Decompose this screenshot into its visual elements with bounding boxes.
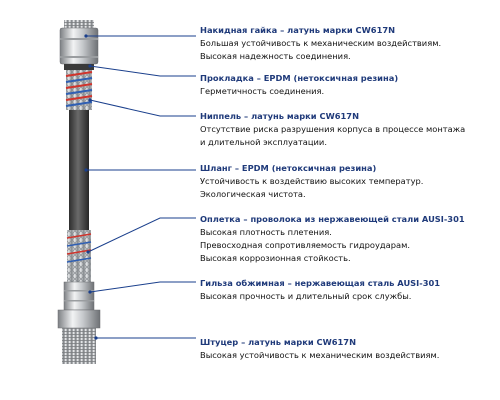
callout-line: и длительной эксплуатации. — [200, 137, 327, 147]
leader-lines — [86, 36, 196, 338]
leader-line-sleeve — [90, 282, 196, 292]
callout-line: Экологическая чистота. — [200, 189, 306, 199]
braid-section — [67, 230, 91, 282]
crimp-sleeve — [64, 282, 94, 310]
callout-hose — [200, 162, 498, 201]
callout-gasket — [200, 72, 498, 98]
leader-line-braid — [88, 218, 196, 252]
callout-fitting — [200, 336, 498, 362]
callout-union-nut — [200, 24, 498, 63]
callout-title: Прокладка – EPDM (нетоксичная резина) — [200, 73, 399, 83]
callout-line: Превосходная сопротивляемость гидроударам. — [200, 240, 410, 250]
callout-nipple — [200, 110, 498, 149]
callout-line: Высокая коррозионная стойкость. — [200, 253, 351, 263]
fitting — [58, 310, 100, 364]
leader-line-gasket — [90, 66, 196, 76]
callout-line: Высокая устойчивость к механическим воздействиям. — [200, 350, 440, 360]
callout-braid — [200, 213, 498, 265]
top-sleeve — [66, 70, 92, 110]
callout-crimp-sleeve — [200, 277, 498, 303]
callout-line: Высокая надежность соединения. — [200, 51, 351, 61]
callout-title: Ниппель – латунь марки CW617N — [200, 111, 360, 121]
callout-line: Отсутствие риска разрушения корпуса в процессе монтажа — [200, 124, 466, 134]
callout-line: Устойчивость к воздействию высоких температур. — [200, 176, 424, 186]
callout-title: Шланг – EPDM (нетоксичная резина) — [200, 163, 377, 173]
callout-line: Герметичность соединения. — [200, 86, 325, 96]
leader-line-nipple — [90, 100, 196, 116]
callout-title: Гильза обжимная – нержавеющая сталь AUSI-301 — [200, 278, 441, 288]
callout-line: Высокая плотность плетения. — [200, 227, 332, 237]
union-nut — [60, 20, 98, 64]
callout-line: Большая устойчивость к механическим воздействиям. — [200, 38, 442, 48]
callout-title: Накидная гайка – латунь марки CW617N — [200, 25, 396, 35]
callout-title: Оплетка – проволока из нержавеющей стали AUSI-301 — [200, 214, 465, 224]
callout-line: Высокая прочность и длительный срок службы. — [200, 291, 412, 301]
callout-title: Штуцер – латунь марки CW617N — [200, 337, 357, 347]
